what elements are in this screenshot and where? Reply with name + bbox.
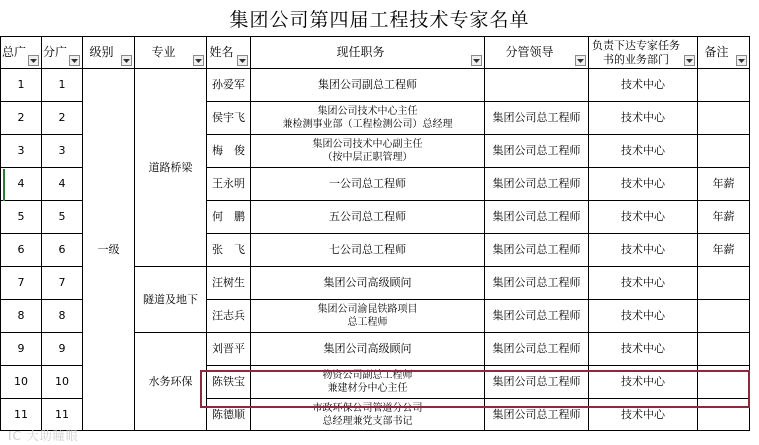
cell-fen[interactable]: 1 [42,69,83,102]
cell-position[interactable]: 集团公司高级顾问 [251,333,485,366]
header-dept: 负责下达专家任务 书的业务部门 [589,37,698,69]
cell-fen[interactable]: 4 [42,168,83,201]
filter-dropdown-icon[interactable] [684,55,695,66]
cell-position[interactable]: 市政环保公司管道分公司 总经理兼党支部书记 [251,399,485,431]
cell-name[interactable]: 汪志兵 [207,300,251,333]
watermark: IC 大助瞳眼 [8,429,79,443]
cell-zong[interactable]: 4 [1,168,42,201]
cell-position[interactable]: 集团公司渝昆铁路项目 总工程师 [251,300,485,333]
cell-name[interactable]: 何 鹏 [207,201,251,234]
cell-name[interactable]: 陈德顺 [207,399,251,431]
cell-fen[interactable]: 5 [42,201,83,234]
cell-leader[interactable]: 集团公司总工程师 [485,333,589,366]
cell-note[interactable]: 年薪 [698,201,750,234]
row-select-indicator [3,169,5,201]
cell-note[interactable] [698,366,750,399]
filter-dropdown-icon[interactable] [736,55,747,66]
cell-name[interactable]: 张 飞 [207,234,251,267]
cell-name[interactable]: 孙爱军 [207,69,251,102]
cell-major-tunnel[interactable]: 隧道及地下 [135,267,207,333]
filter-dropdown-icon[interactable] [69,55,80,66]
cell-zong[interactable]: 2 [1,102,42,135]
cell-major-road[interactable]: 道路桥梁 [135,69,207,267]
filter-dropdown-icon[interactable] [237,55,248,66]
cell-zong[interactable]: 10 [1,366,42,399]
cell-position[interactable]: 集团公司技术中心副主任 （按中层正职管理） [251,135,485,168]
cell-dept[interactable]: 技术中心 [589,300,698,333]
cell-position[interactable]: 五公司总工程师 [251,201,485,234]
cell-zong[interactable]: 1 [1,69,42,102]
header-row [1,37,750,69]
cell-dept[interactable]: 技术中心 [589,333,698,366]
cell-dept[interactable]: 技术中心 [589,69,698,102]
header-major: 专业 [135,37,207,69]
cell-zong[interactable]: 6 [1,234,42,267]
cell-position[interactable]: 一公司总工程师 [251,168,485,201]
cell-name[interactable]: 侯宇飞 [207,102,251,135]
cell-dept[interactable]: 技术中心 [589,201,698,234]
cell-dept[interactable]: 技术中心 [589,399,698,431]
cell-level[interactable]: 一级 [83,69,135,431]
cell-name[interactable]: 汪树生 [207,267,251,300]
sheet-title: 集团公司第四届工程技术专家名单 [229,8,530,31]
filter-dropdown-icon[interactable] [28,55,39,66]
filter-dropdown-icon[interactable] [471,55,482,66]
cell-position[interactable]: 集团公司技术中心主任 兼检测事业部（工程检测公司）总经理 [251,102,485,135]
cell-note[interactable] [698,399,750,431]
cell-dept[interactable]: 技术中心 [589,366,698,399]
cell-fen[interactable]: 3 [42,135,83,168]
header-name: 姓名 [207,37,251,69]
cell-note[interactable] [698,135,750,168]
expert-table [0,36,750,431]
cell-dept[interactable]: 技术中心 [589,102,698,135]
cell-leader[interactable] [485,69,589,102]
cell-fen[interactable]: 7 [42,267,83,300]
table-row [1,69,750,102]
cell-dept[interactable]: 技术中心 [589,267,698,300]
header-zong: 总广 [1,37,42,69]
cell-fen[interactable]: 10 [42,366,83,399]
cell-name[interactable]: 陈铁宝 [207,366,251,399]
cell-leader[interactable]: 集团公司总工程师 [485,102,589,135]
filter-dropdown-icon[interactable] [121,55,132,66]
cell-name[interactable]: 刘晋平 [207,333,251,366]
header-position: 现任职务 [251,37,485,69]
cell-position[interactable]: 物资公司副总工程师 兼建材分中心主任 [251,366,485,399]
cell-fen[interactable]: 8 [42,300,83,333]
cell-dept[interactable]: 技术中心 [589,135,698,168]
cell-note[interactable] [698,333,750,366]
cell-fen[interactable]: 9 [42,333,83,366]
header-fen: 分广 [42,37,83,69]
cell-zong[interactable]: 9 [1,333,42,366]
cell-zong[interactable]: 8 [1,300,42,333]
cell-major-water[interactable]: 水务环保 [135,333,207,431]
header-note: 备注 [698,37,750,69]
cell-leader[interactable]: 集团公司总工程师 [485,267,589,300]
cell-leader[interactable]: 集团公司总工程师 [485,399,589,431]
cell-leader[interactable]: 集团公司总工程师 [485,366,589,399]
cell-dept[interactable]: 技术中心 [589,234,698,267]
cell-fen[interactable]: 2 [42,102,83,135]
cell-dept[interactable]: 技术中心 [589,168,698,201]
header-leader: 分管领导 [485,37,589,69]
cell-zong[interactable]: 3 [1,135,42,168]
cell-zong[interactable]: 7 [1,267,42,300]
filter-dropdown-icon[interactable] [193,55,204,66]
cell-fen[interactable]: 11 [42,399,83,431]
cell-note[interactable] [698,69,750,102]
filter-dropdown-icon[interactable] [575,55,586,66]
cell-note[interactable]: 年薪 [698,234,750,267]
cell-zong[interactable]: 11 [1,399,42,431]
cell-note[interactable] [698,267,750,300]
header-level: 级别 [83,37,135,69]
cell-name[interactable]: 梅 俊 [207,135,251,168]
cell-note[interactable] [698,102,750,135]
cell-position[interactable]: 七公司总工程师 [251,234,485,267]
cell-leader[interactable]: 集团公司总工程师 [485,201,589,234]
cell-position[interactable]: 集团公司副总工程师 [251,69,485,102]
cell-position[interactable]: 集团公司高级顾问 [251,267,485,300]
cell-leader[interactable]: 集团公司总工程师 [485,234,589,267]
cell-note[interactable] [698,300,750,333]
cell-fen[interactable]: 6 [42,234,83,267]
cell-name[interactable]: 王永明 [207,168,251,201]
cell-leader[interactable]: 集团公司总工程师 [485,168,589,201]
cell-leader[interactable]: 集团公司总工程师 [485,300,589,333]
cell-leader[interactable]: 集团公司总工程师 [485,135,589,168]
cell-note[interactable]: 年薪 [698,168,750,201]
cell-zong[interactable]: 5 [1,201,42,234]
